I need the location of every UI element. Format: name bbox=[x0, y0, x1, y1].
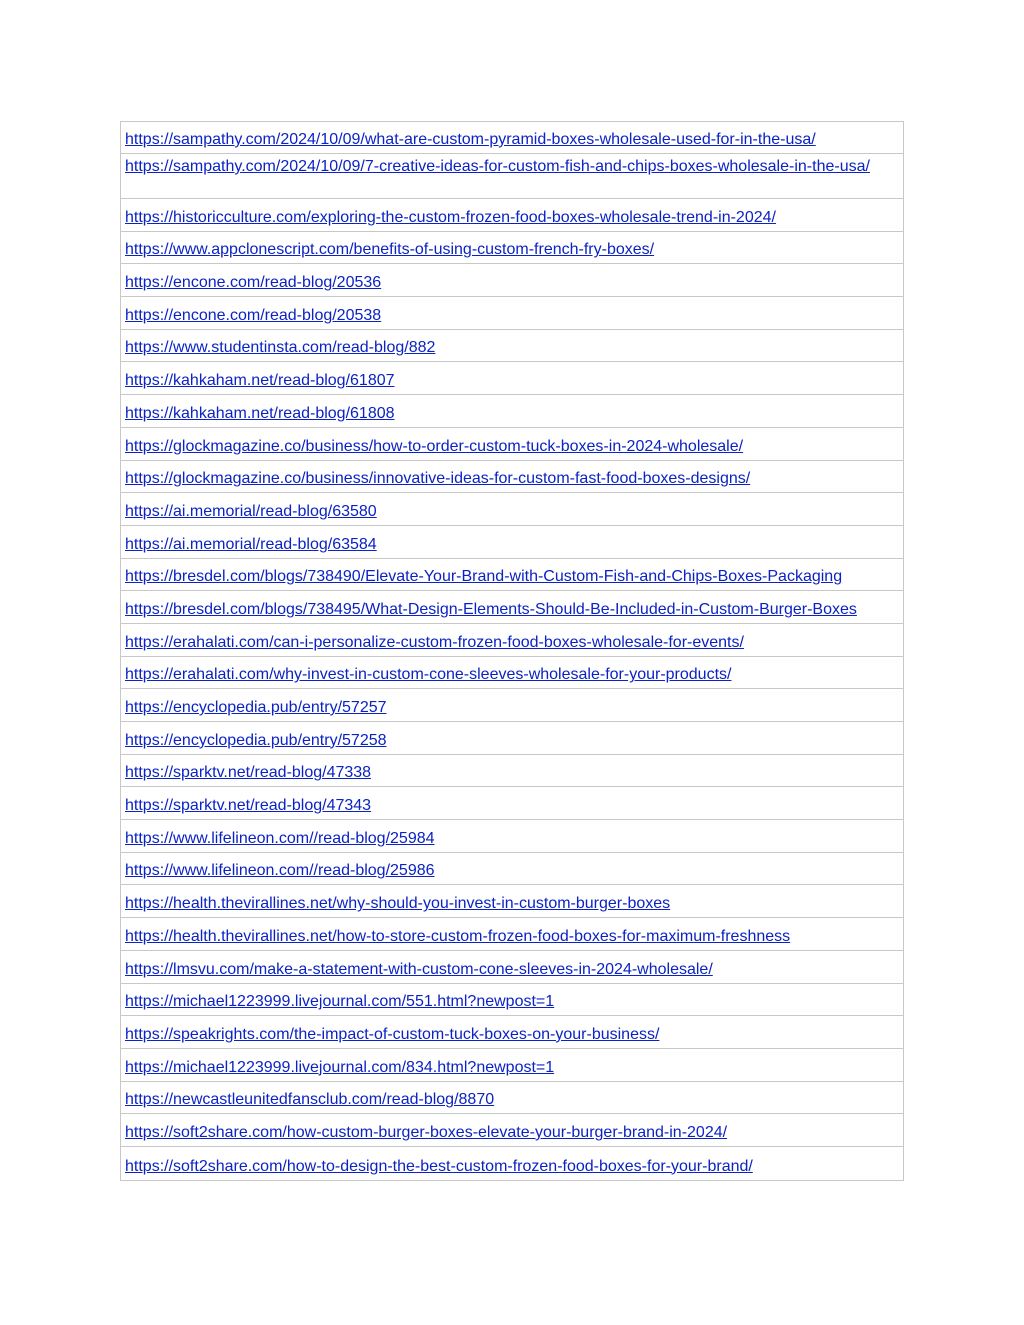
url-link[interactable]: https://glockmagazine.co/business/innovative-ideas-for-custom-fast-food-boxes-designs/ bbox=[125, 470, 751, 488]
table-row bbox=[121, 984, 903, 1017]
url-link[interactable]: https://kahkaham.net/read-blog/61808 bbox=[125, 404, 395, 422]
url-link[interactable]: https://michael1223999.livejournal.com/834.html?newpost=1 bbox=[125, 1058, 555, 1076]
table-row bbox=[121, 1082, 903, 1115]
url-link[interactable]: https://michael1223999.livejournal.com/551.html?newpost=1 bbox=[125, 993, 555, 1011]
url-link[interactable]: https://sampathy.com/2024/10/09/7-creative-ideas-for-custom-fish-and-chips-boxes-wholesale-in-the-usa/ bbox=[125, 158, 870, 175]
url-link[interactable]: https://encone.com/read-blog/20536 bbox=[125, 274, 382, 292]
url-link[interactable]: https://erahalati.com/can-i-personalize-custom-frozen-food-boxes-wholesale-for-events/ bbox=[125, 633, 744, 651]
url-link[interactable]: https://sampathy.com/2024/10/09/what-are-custom-pyramid-boxes-wholesale-used-for-in-the-usa/ bbox=[125, 131, 816, 148]
table-row bbox=[121, 853, 903, 886]
table-row bbox=[121, 885, 903, 918]
table-row bbox=[121, 722, 903, 755]
table-row bbox=[121, 657, 903, 690]
url-link[interactable]: https://www.studentinsta.com/read-blog/882 bbox=[125, 339, 436, 357]
url-link[interactable]: https://encyclopedia.pub/entry/57258 bbox=[125, 731, 387, 749]
table-row bbox=[121, 1016, 903, 1049]
url-link[interactable]: https://health.thevirallines.net/why-should-you-invest-in-custom-burger-boxes bbox=[125, 895, 671, 913]
table-row bbox=[121, 232, 903, 265]
url-link[interactable]: https://sparktv.net/read-blog/47338 bbox=[125, 764, 372, 782]
table-row bbox=[121, 264, 903, 297]
table-row bbox=[121, 787, 903, 820]
table-row bbox=[121, 755, 903, 788]
url-link[interactable]: https://encone.com/read-blog/20538 bbox=[125, 306, 382, 324]
table-row bbox=[121, 1147, 903, 1180]
url-link[interactable]: https://lmsvu.com/make-a-statement-with-custom-cone-sleeves-in-2024-wholesale/ bbox=[125, 960, 713, 978]
url-link[interactable]: https://www.lifelineon.com//read-blog/25986 bbox=[125, 862, 435, 880]
table-row bbox=[121, 1049, 903, 1082]
link-table bbox=[120, 121, 904, 1181]
url-link[interactable]: https://glockmagazine.co/business/how-to-order-custom-tuck-boxes-in-2024-wholesale/ bbox=[125, 437, 744, 455]
table-row bbox=[121, 689, 903, 722]
table-row bbox=[121, 1114, 903, 1147]
table-row bbox=[121, 428, 903, 461]
url-link[interactable]: https://www.lifelineon.com//read-blog/25984 bbox=[125, 829, 435, 847]
url-link[interactable]: https://kahkaham.net/read-blog/61807 bbox=[125, 372, 395, 390]
table-row bbox=[121, 559, 903, 592]
table-row bbox=[121, 461, 903, 494]
table-row bbox=[121, 362, 903, 395]
url-link[interactable]: https://speakrights.com/the-impact-of-custom-tuck-boxes-on-your-business/ bbox=[125, 1025, 660, 1043]
url-link[interactable]: https://encyclopedia.pub/entry/57257 bbox=[125, 699, 387, 716]
url-link[interactable]: https://soft2share.com/how-custom-burger-boxes-elevate-your-burger-brand-in-2024/ bbox=[125, 1123, 728, 1141]
table-row bbox=[121, 330, 903, 363]
url-link[interactable]: https://www.appclonescript.com/benefits-of-using-custom-french-fry-boxes/ bbox=[125, 241, 655, 259]
url-link[interactable]: https://erahalati.com/why-invest-in-custom-cone-sleeves-wholesale-for-your-products/ bbox=[125, 666, 732, 684]
url-link[interactable]: https://ai.memorial/read-blog/63584 bbox=[125, 535, 377, 553]
table-row bbox=[121, 624, 903, 657]
url-link[interactable]: https://bresdel.com/blogs/738490/Elevate-Your-Brand-with-Custom-Fish-and-Chips-Boxes-Packaging bbox=[125, 568, 843, 586]
url-link[interactable]: https://historicculture.com/exploring-the-custom-frozen-food-boxes-wholesale-trend-in-2024/ bbox=[125, 208, 776, 226]
url-link[interactable]: https://ai.memorial/read-blog/63580 bbox=[125, 502, 377, 520]
table-row bbox=[121, 154, 903, 199]
table-row bbox=[121, 199, 903, 232]
table-row bbox=[121, 297, 903, 330]
table-row bbox=[121, 122, 903, 154]
url-link[interactable]: https://sparktv.net/read-blog/47343 bbox=[125, 797, 372, 815]
table-row bbox=[121, 493, 903, 526]
table-row bbox=[121, 951, 903, 984]
table-row bbox=[121, 820, 903, 853]
url-link[interactable]: https://newcastleunitedfansclub.com/read-blog/8870 bbox=[125, 1091, 495, 1109]
url-link[interactable]: https://health.thevirallines.net/how-to-store-custom-frozen-food-boxes-for-maximum-freshness bbox=[125, 927, 791, 945]
table-row bbox=[121, 526, 903, 559]
url-link[interactable]: https://soft2share.com/how-to-design-the-best-custom-frozen-food-boxes-for-your-brand/ bbox=[125, 1157, 753, 1175]
url-link[interactable]: https://bresdel.com/blogs/738495/What-Design-Elements-Should-Be-Included-in-Custom-Burger-Boxes bbox=[125, 600, 857, 618]
table-row bbox=[121, 395, 903, 428]
table-row bbox=[121, 591, 903, 624]
table-row bbox=[121, 918, 903, 951]
